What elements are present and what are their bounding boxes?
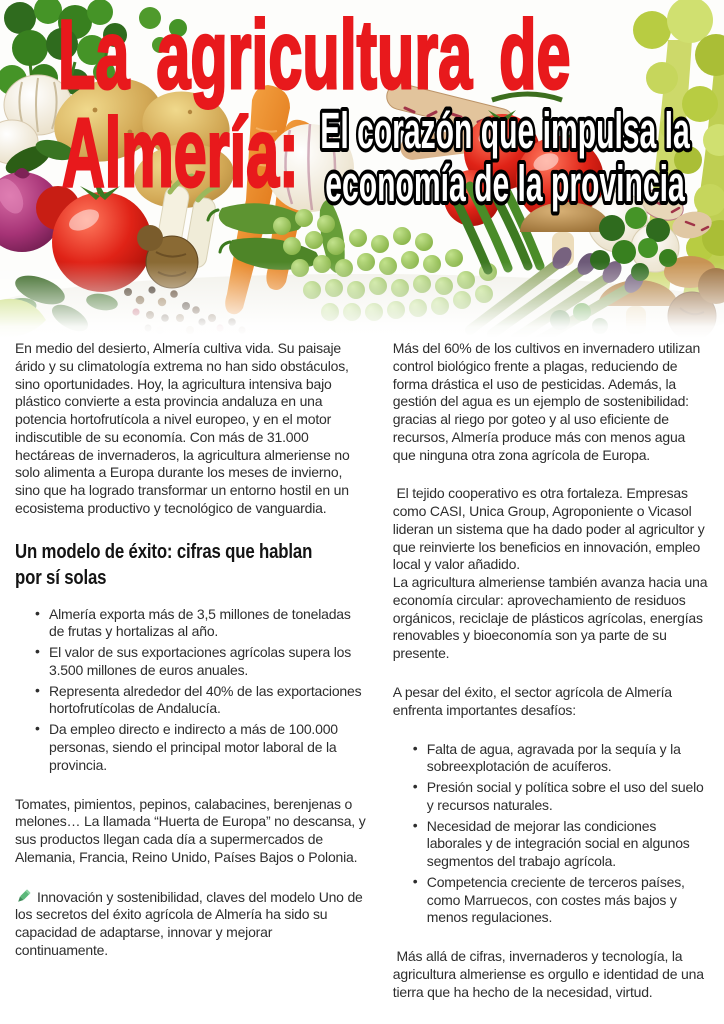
vegetables-photo [0,0,724,338]
stat-item: • El valor de sus exportaciones agrícolas supera los 3.500 millones de euros anuales. [15,644,369,680]
subtitle-text-1: El corazón que impulsa la [320,101,690,159]
innovation-lead: Innovación y sostenibilidad, claves del modelo [37,888,315,905]
challenge-item: • Necesidad de mejorar las condiciones laborales y de integración social en algunos segmentos del trabajo agrícola. [393,818,709,871]
fade-overlay [0,262,724,338]
challenges-intro: A pesar del éxito, el sector agrícola de Almería enfrenta importantes desafíos: [392,684,672,718]
greenhouse-paragraph: Más del 60% de los cultivos en invernadero utilizan control biológico frente a plagas, reduciendo de forma drástica el uso de pesticidas. Además, la gestión del agua es un ejemplo de sostenibilidad: gracias al riego por goteo y al uso eficiente de recursos, Almería produce más con menos agua que ninguna otra zona agrícola de Europa. [392,340,701,463]
stats-list [15,606,369,775]
stat-item: • Representa alrededor del 40% de las exportaciones hortofrutícolas de Andalucía. [15,683,369,719]
intro-paragraph: En medio del desierto, Almería cultiva vida. Su paisaje árido y su climatología extrema no han sido obstáculos, sino oportunidades. Hoy, la agricultura intensiva bajo plástico convierte a esta provincia andaluza en una potencia hortofrutícola a nivel europeo, y en el motor indiscutible de su economía. Con más de 31.000 hectáreas de invernaderos, la agricultura almeriense no solo alimenta a Europa durante los meses de invierno, sino que ha logrado transformar un entorno hostil en un ecosistema productivo y tecnológico de vanguardia. [15,340,350,516]
innovation-body: Uno de los secretos del éxito agrícola de Almería ha sido su capacidad de adaptarse, innovar y mejorar continuamente. [15,888,363,958]
products-paragraph: Tomates, pimientos, pepinos, calabacines, berenjenas o melones… La llamada “Huerta de Europa” no descansa, y sus productos llegan cada día a supermercados de Alemania, Francia, Reino Unido, Países Bajos o Polonia. [15,795,366,865]
stat-item: • Da empleo directo e indirecto a más de 100.000 personas, siendo el principal motor laboral de la provincia. [15,721,369,774]
title-line-1 [58,2,570,110]
cooperative-paragraph: El tejido cooperativo es otra fortaleza. Empresas como CASI, Unica Group, Agroponiente o Vicasol lideran un sistema que ha dado poder al agricultor y que reinvierte los beneficios en innovación, empleo local y valor añadido. [392,485,705,573]
subtitle-line-1 [320,102,690,159]
closing-paragraph: Más allá de cifras, invernaderos y tecnología, la agricultura almeriense es orgullo e identidad de una tierra que ha hecho de la necesidad, virtud. [392,948,704,1000]
subtitle-line-2 [325,155,685,212]
challenge-item: • Competencia creciente de terceros países, como Marruecos, con costes más bajos y menos regulaciones. [393,874,709,927]
innovation-paragraph [15,888,369,960]
challenge-item: • Presión social y política sobre el uso del suelo y recursos naturales. [393,779,709,815]
section-heading [15,539,369,591]
title-line-2 [62,99,299,208]
title-text-1: La agricultura de [58,1,571,110]
header-collage [0,0,724,338]
left-column [15,340,369,1023]
article-body [0,338,724,1023]
right-column [393,340,709,1023]
title-text-2: Almería: [62,99,299,208]
challenges-list [393,741,709,928]
section-heading-line1: Un modelo de éxito: cifras que hablan [15,540,313,563]
section-heading-line2: por sí solas [15,566,107,589]
stat-item: • Almería exporta más de 3,5 millones de toneladas de frutas y hortalizas al año. [15,606,369,642]
circular-paragraph: La agricultura almeriense también avanza hacia una economía circular: aprovechamiento de residuos orgánicos, reciclaje de plásticos agrícolas, energías renovables y bioeconomía son ya parte de su presente. [392,574,708,662]
pencil-icon [15,888,32,905]
subtitle-text-2: economía de la provincia [325,154,685,212]
challenge-item: • Falta de agua, agravada por la sequía y la sobreexplotación de acuíferos. [393,741,709,777]
